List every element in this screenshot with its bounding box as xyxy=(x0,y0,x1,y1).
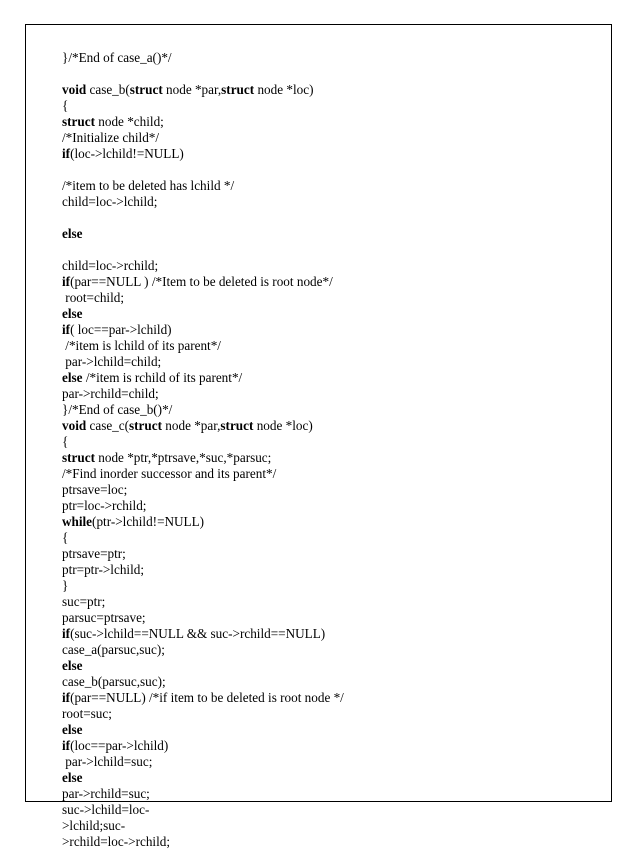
code-line xyxy=(62,514,204,530)
code-keyword: if xyxy=(62,322,71,337)
code-line xyxy=(62,786,150,802)
code-keyword: else xyxy=(62,306,83,321)
code-keyword: struct xyxy=(129,418,162,433)
code-text: ptrsave=ptr; xyxy=(62,546,126,561)
code-line xyxy=(62,82,313,98)
code-text: par->rchild=child; xyxy=(62,386,159,401)
code-line xyxy=(62,834,170,850)
code-line xyxy=(62,130,159,146)
code-text: node *loc) xyxy=(253,418,313,433)
code-line xyxy=(62,418,313,434)
code-line xyxy=(62,738,168,754)
code-text: par->lchild=child; xyxy=(62,354,162,369)
code-text: case_b( xyxy=(86,82,130,97)
code-text: ptr=ptr->lchild; xyxy=(62,562,144,577)
code-keyword: if xyxy=(62,274,71,289)
code-line xyxy=(62,674,166,690)
code-line xyxy=(62,530,68,546)
code-text: suc->lchild=loc- xyxy=(62,802,150,817)
code-line xyxy=(62,562,144,578)
code-text: (par==NULL) /*if item to be deleted is root node */ xyxy=(70,690,344,705)
code-keyword: while xyxy=(62,514,93,529)
code-line xyxy=(62,146,184,162)
code-line xyxy=(62,114,164,130)
code-text: }/*End of case_b()*/ xyxy=(62,402,173,417)
code-keyword: if xyxy=(62,738,71,753)
code-line xyxy=(62,226,83,242)
code-line xyxy=(62,386,159,402)
code-text: node *ptr,*ptrsave,*suc,*parsuc; xyxy=(94,450,272,465)
code-text: case_b(parsuc,suc); xyxy=(62,674,166,689)
code-text: root=suc; xyxy=(62,706,112,721)
code-keyword: else xyxy=(62,370,83,385)
code-keyword: struct xyxy=(62,114,95,129)
code-line xyxy=(62,258,158,274)
code-line xyxy=(62,706,112,722)
code-text: (par==NULL ) /*Item to be deleted is root node*/ xyxy=(70,274,333,289)
code-text: node *par, xyxy=(161,418,221,433)
code-text: case_a(parsuc,suc); xyxy=(62,642,165,657)
code-text: >rchild=loc->rchild; xyxy=(62,834,170,849)
code-text: par->rchild=suc; xyxy=(62,786,150,801)
code-text: ( loc==par->lchild) xyxy=(70,322,172,337)
code-text: ptr=loc->rchild; xyxy=(62,498,147,513)
code-keyword: if xyxy=(62,626,71,641)
code-text: child=loc->rchild; xyxy=(62,258,159,273)
code-line xyxy=(62,578,68,594)
code-line xyxy=(62,338,221,354)
code-text: { xyxy=(62,530,69,545)
code-text: suc=ptr; xyxy=(62,594,106,609)
code-text: { xyxy=(62,98,69,113)
code-keyword: else xyxy=(62,658,83,673)
code-text: node *par, xyxy=(162,82,222,97)
code-line xyxy=(62,402,172,418)
code-line xyxy=(62,194,157,210)
code-line xyxy=(62,450,271,466)
code-text: node *loc) xyxy=(254,82,314,97)
code-line xyxy=(62,290,124,306)
code-text: } xyxy=(62,578,69,593)
code-text: child=loc->lchild; xyxy=(62,194,158,209)
code-line xyxy=(62,274,333,290)
code-line xyxy=(62,610,146,626)
code-line xyxy=(62,322,172,338)
code-keyword: void xyxy=(62,82,87,97)
code-text: parsuc=ptrsave; xyxy=(62,610,146,625)
code-line xyxy=(62,178,234,194)
code-line xyxy=(62,690,344,706)
code-text: node *child; xyxy=(94,114,164,129)
code-text: (loc->lchild!=NULL) xyxy=(70,146,184,161)
code-line xyxy=(62,482,127,498)
code-keyword: struct xyxy=(221,82,255,97)
code-text: case_c( xyxy=(86,418,130,433)
code-line xyxy=(62,50,172,66)
code-line xyxy=(62,754,152,770)
code-line xyxy=(62,802,149,818)
code-text: >lchild;suc- xyxy=(62,818,126,833)
code-line xyxy=(62,434,68,450)
code-text: }/*End of case_a()*/ xyxy=(62,50,172,65)
code-line xyxy=(62,818,125,834)
code-text: (ptr->lchild!=NULL) xyxy=(92,514,205,529)
code-line xyxy=(62,498,146,514)
code-text: /*Find inorder successor and its parent*/ xyxy=(62,466,277,481)
code-line xyxy=(62,722,83,738)
code-text: /*item to be deleted has lchild */ xyxy=(62,178,235,193)
code-text: root=child; xyxy=(62,290,125,305)
code-keyword: else xyxy=(62,722,83,737)
code-keyword: void xyxy=(62,418,87,433)
code-line xyxy=(62,642,165,658)
code-keyword: if xyxy=(62,690,71,705)
code-text: /*item is rchild of its parent*/ xyxy=(82,370,243,385)
code-text: { xyxy=(62,434,69,449)
code-line xyxy=(62,370,242,386)
code-text: par->lchild=suc; xyxy=(62,754,153,769)
code-line xyxy=(62,626,325,642)
code-line xyxy=(62,98,68,114)
code-line xyxy=(62,594,105,610)
code-line xyxy=(62,546,126,562)
code-keyword: struct xyxy=(62,450,95,465)
code-keyword: struct xyxy=(129,82,163,97)
code-text: (suc->lchild==NULL && suc->rchild==NULL) xyxy=(70,626,326,641)
code-text: (loc==par->lchild) xyxy=(70,738,169,753)
code-text: ptrsave=loc; xyxy=(62,482,128,497)
code-keyword: struct xyxy=(220,418,254,433)
code-line xyxy=(62,770,83,786)
code-keyword: if xyxy=(62,146,71,161)
code-text: /*Initialize child*/ xyxy=(62,130,160,145)
code-line xyxy=(62,354,161,370)
code-line xyxy=(62,658,83,674)
code-line xyxy=(62,306,83,322)
code-text: /*item is lchild of its parent*/ xyxy=(62,338,221,353)
code-keyword: else xyxy=(62,770,83,785)
code-line xyxy=(62,466,276,482)
code-keyword: else xyxy=(62,226,83,241)
